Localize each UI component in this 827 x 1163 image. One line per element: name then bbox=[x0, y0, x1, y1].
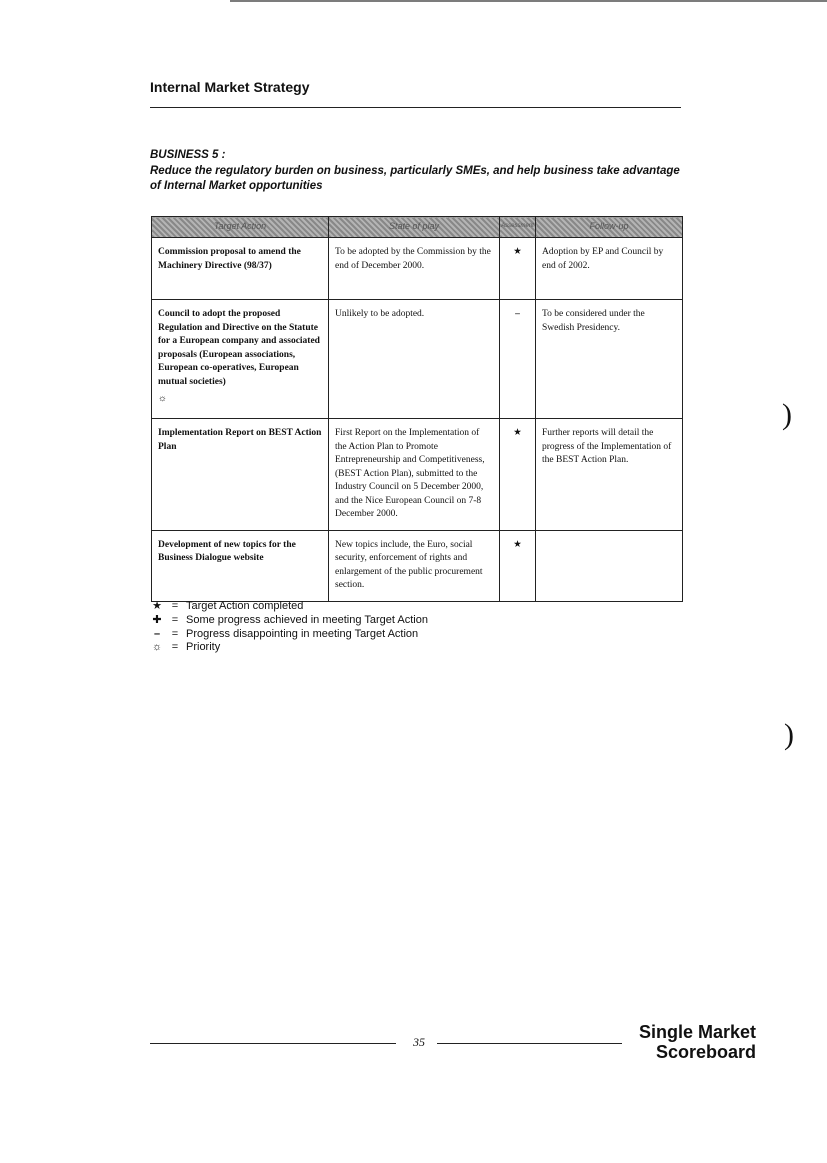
section-description: Reduce the regulatory burden on business, particularly SMEs, and help business take advantage of Internal Market opportunities bbox=[150, 165, 680, 192]
page-number: 35 bbox=[413, 1035, 425, 1049]
assessment-cell bbox=[500, 530, 536, 601]
target-action-cell bbox=[152, 300, 329, 419]
table-header-row bbox=[152, 217, 683, 238]
footer-divider-right bbox=[437, 1043, 622, 1044]
state-of-play-text: New topics include, the Euro, social security, enforcement of rights and enlargement of the public procurement section. bbox=[335, 539, 483, 590]
target-action-cell bbox=[152, 530, 329, 601]
assessment-cell bbox=[500, 300, 536, 419]
dash-icon: – bbox=[153, 627, 161, 640]
legend-text: Progress disappointing in meeting Target Action bbox=[186, 627, 419, 640]
table-row bbox=[152, 419, 683, 531]
section-label: BUSINESS 5 : bbox=[150, 149, 226, 161]
follow-up-text: Adoption by EP and Council by end of 2002. bbox=[542, 247, 664, 271]
brand-logo bbox=[639, 1022, 756, 1062]
priority-icon: ☼ bbox=[151, 641, 163, 654]
priority-icon: ☼ bbox=[158, 394, 167, 404]
page-header-title: Internal Market Strategy bbox=[150, 79, 310, 95]
target-action-text: Commission proposal to amend the Machinery Directive (98/37) bbox=[158, 247, 301, 271]
completed-star-icon: ★ bbox=[513, 539, 522, 550]
column-header-assessment: Assessment bbox=[500, 217, 536, 238]
legend-item bbox=[150, 614, 428, 628]
state-of-play-cell bbox=[329, 419, 500, 531]
brand-line-1: Single Market bbox=[638, 1022, 756, 1042]
completed-star-icon: ★ bbox=[513, 428, 522, 438]
legend-equals: = bbox=[171, 627, 179, 640]
follow-up-text: Further reports will detail the progress of the Implementation of the BEST Action Plan. bbox=[542, 428, 672, 465]
star-icon: ★ bbox=[152, 600, 162, 612]
header-divider bbox=[150, 107, 681, 108]
follow-up-cell bbox=[536, 238, 683, 300]
legend-equals: = bbox=[171, 641, 179, 654]
target-action-text: Council to adopt the proposed Regulation and Directive on the Statute for a European company and associated proposals (European associations, European co-operatives, European mutual societies) bbox=[158, 309, 320, 387]
column-header-state-of-play: State of play bbox=[329, 217, 500, 238]
target-action-text: Implementation Report on BEST Action Plan bbox=[158, 428, 322, 452]
legend-text: Some progress achieved in meeting Target Action bbox=[186, 613, 428, 626]
target-action-cell bbox=[152, 238, 329, 300]
plus-icon: ✚ bbox=[152, 613, 162, 626]
assessment-cell bbox=[500, 419, 536, 531]
scan-top-edge bbox=[230, 0, 827, 2]
follow-up-cell bbox=[536, 419, 683, 531]
target-action-table bbox=[151, 216, 683, 602]
state-of-play-text: To be adopted by the Commission by the end of December 2000. bbox=[335, 247, 491, 271]
target-action-cell bbox=[152, 419, 329, 531]
column-header-target-action: Target Action bbox=[152, 217, 329, 238]
table-row bbox=[152, 530, 683, 601]
disappointing-dash-icon: – bbox=[515, 309, 520, 319]
completed-star-icon: ★ bbox=[513, 247, 522, 257]
follow-up-cell bbox=[536, 300, 683, 419]
legend-equals: = bbox=[171, 600, 179, 612]
follow-up-cell bbox=[536, 530, 683, 601]
binding-mark-icon: ) bbox=[784, 718, 794, 751]
state-of-play-text: First Report on the Implementation of the Action Plan to Promote Entrepreneurship and Competitiveness, (BEST Action Plan), submitted to the Industry Council on 5 December 2000, and the Nice European Council on 7-8 December 2000. bbox=[335, 428, 485, 519]
legend-text: Target Action completed bbox=[186, 600, 304, 612]
state-of-play-text: Unlikely to be adopted. bbox=[335, 309, 425, 319]
state-of-play-cell bbox=[329, 300, 500, 419]
state-of-play-cell bbox=[329, 530, 500, 601]
brand-line-2: Scoreboard bbox=[655, 1042, 756, 1062]
follow-up-text: To be considered under the Swedish Presidency. bbox=[542, 309, 645, 333]
state-of-play-cell bbox=[329, 238, 500, 300]
legend-text: Priority bbox=[186, 641, 221, 654]
target-action-text: Development of new topics for the Business Dialogue website bbox=[158, 539, 296, 563]
table-row bbox=[152, 300, 683, 419]
legend-item bbox=[150, 641, 428, 655]
column-header-follow-up: Follow-up bbox=[536, 217, 683, 238]
assessment-legend bbox=[150, 600, 428, 655]
binding-mark-icon: ) bbox=[782, 398, 792, 431]
legend-item bbox=[150, 600, 428, 614]
assessment-cell bbox=[500, 238, 536, 300]
footer-divider-left bbox=[150, 1043, 396, 1044]
legend-item bbox=[150, 628, 428, 642]
table-row bbox=[152, 238, 683, 300]
follow-up-text bbox=[536, 531, 682, 547]
legend-equals: = bbox=[171, 613, 179, 626]
